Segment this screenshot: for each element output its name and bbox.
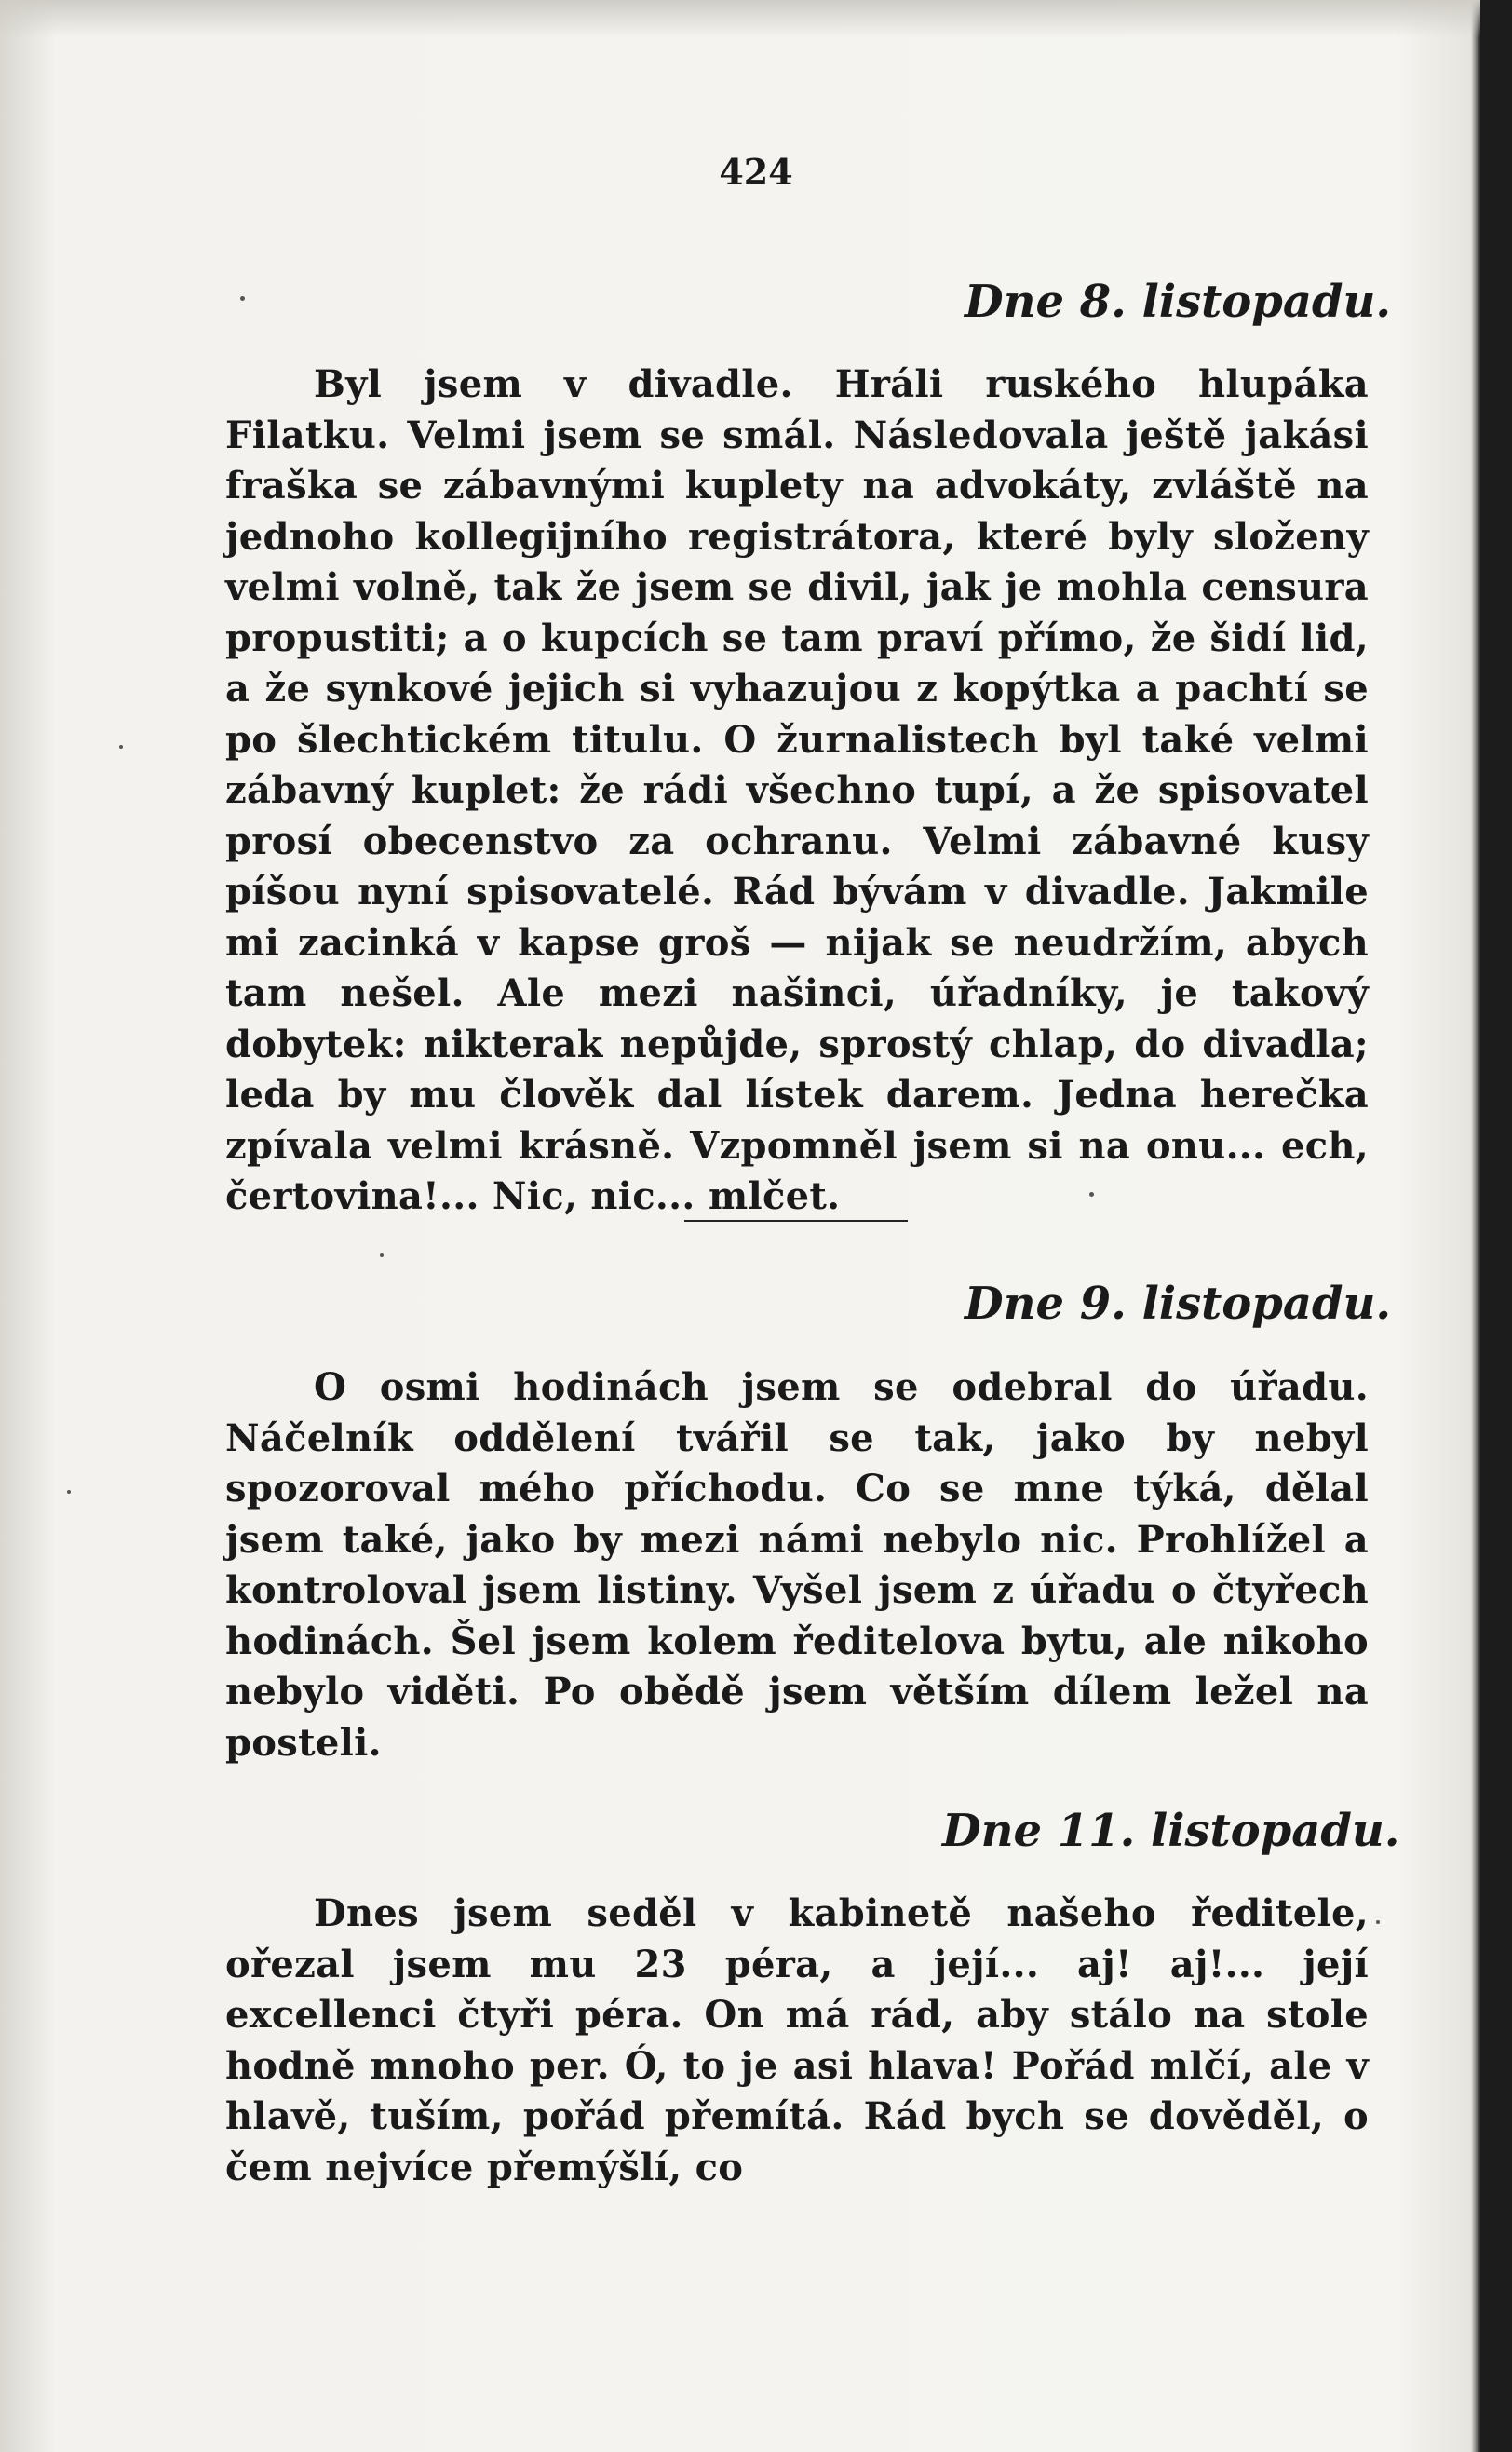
section-divider <box>684 1220 908 1222</box>
entry-paragraph-nov-9: O osmi hodinách jsem se odebral do úřadu. Náčelník oddělení tvářil se tak, jako by nebyl spozoroval mého příchodu. Co se mne týká, dělal jsem také, jako by mezi námi nebylo nic. Prohlížel a kontroloval jsem listiny. Vyšel jsem z úřadu o čtyřech hodinách. Šel jsem kolem ředitelova bytu, ale nikoho nebylo viděti. Po obědě jsem větším dílem ležel na posteli. <box>225 1365 1369 1765</box>
print-speck <box>1376 1920 1380 1924</box>
print-speck <box>67 1490 71 1494</box>
page-binding-edge <box>1480 0 1512 2452</box>
print-speck <box>1089 1192 1094 1197</box>
entry-heading-nov-9: Dne 9. listopadu. <box>965 1278 1392 1330</box>
entry-paragraph-nov-8: Byl jsem v divadle. Hráli ruského hlupáka Filatku. Velmi jsem se smál. Následovala ještě jakási fraška se zábavnými kuplety na advokáty, zvláště na jednoho kollegijního registrátora, které byly složeny velmi volně, tak že jsem se divil, jak je mohla censura propustiti; a o kupcích se tam praví přímo, že šidí lid, a že synkové jejich si vyhazujou z kopýtka a pachtí se po šlechtickém titulu. O žurnalistech byl také velmi zábavný kuplet: že rádi všechno tupí, a že spisovatel prosí obecenstvo za ochranu. Velmi zábavné kusy píšou nyní spisovatelé. Rád bývám v divadle. Jakmile mi zacinká v kapse groš — nijak se neudržím, abych tam nešel. Ale mezi našinci, úřadníky, je takový dobytek: nikterak nepůjde, sprostý chlap, do divadla; leda by mu člověk dal lístek darem. Jedna herečka zpívala velmi krásně. Vzpomněl jsem si na onu... ech, čertovina!... Nic, nic... mlčet. <box>225 362 1369 1218</box>
entry-heading-nov-8: Dne 8. listopadu. <box>965 276 1392 328</box>
print-speck <box>240 296 245 301</box>
page-top-shadow <box>0 0 1480 37</box>
entry-paragraph-nov-11: Dnes jsem seděl v kabinetě našeho ředitele, ořezal jsem mu 23 péra, a její... aj! aj!... její excellenci čtyři péra. On má rád, aby stálo na stole hodně mnoho per. Ó, to je asi hlava! Pořád mlčí, ale v hlavě, tuším, pořád přemítá. Rád bych se dověděl, o čem nejvíce přemýšlí, co <box>225 1891 1369 2189</box>
entry-heading-nov-11: Dne 11. listopadu. <box>942 1805 1400 1857</box>
print-speck <box>380 1253 384 1257</box>
print-speck <box>119 745 123 749</box>
page-number: 424 <box>719 151 793 193</box>
